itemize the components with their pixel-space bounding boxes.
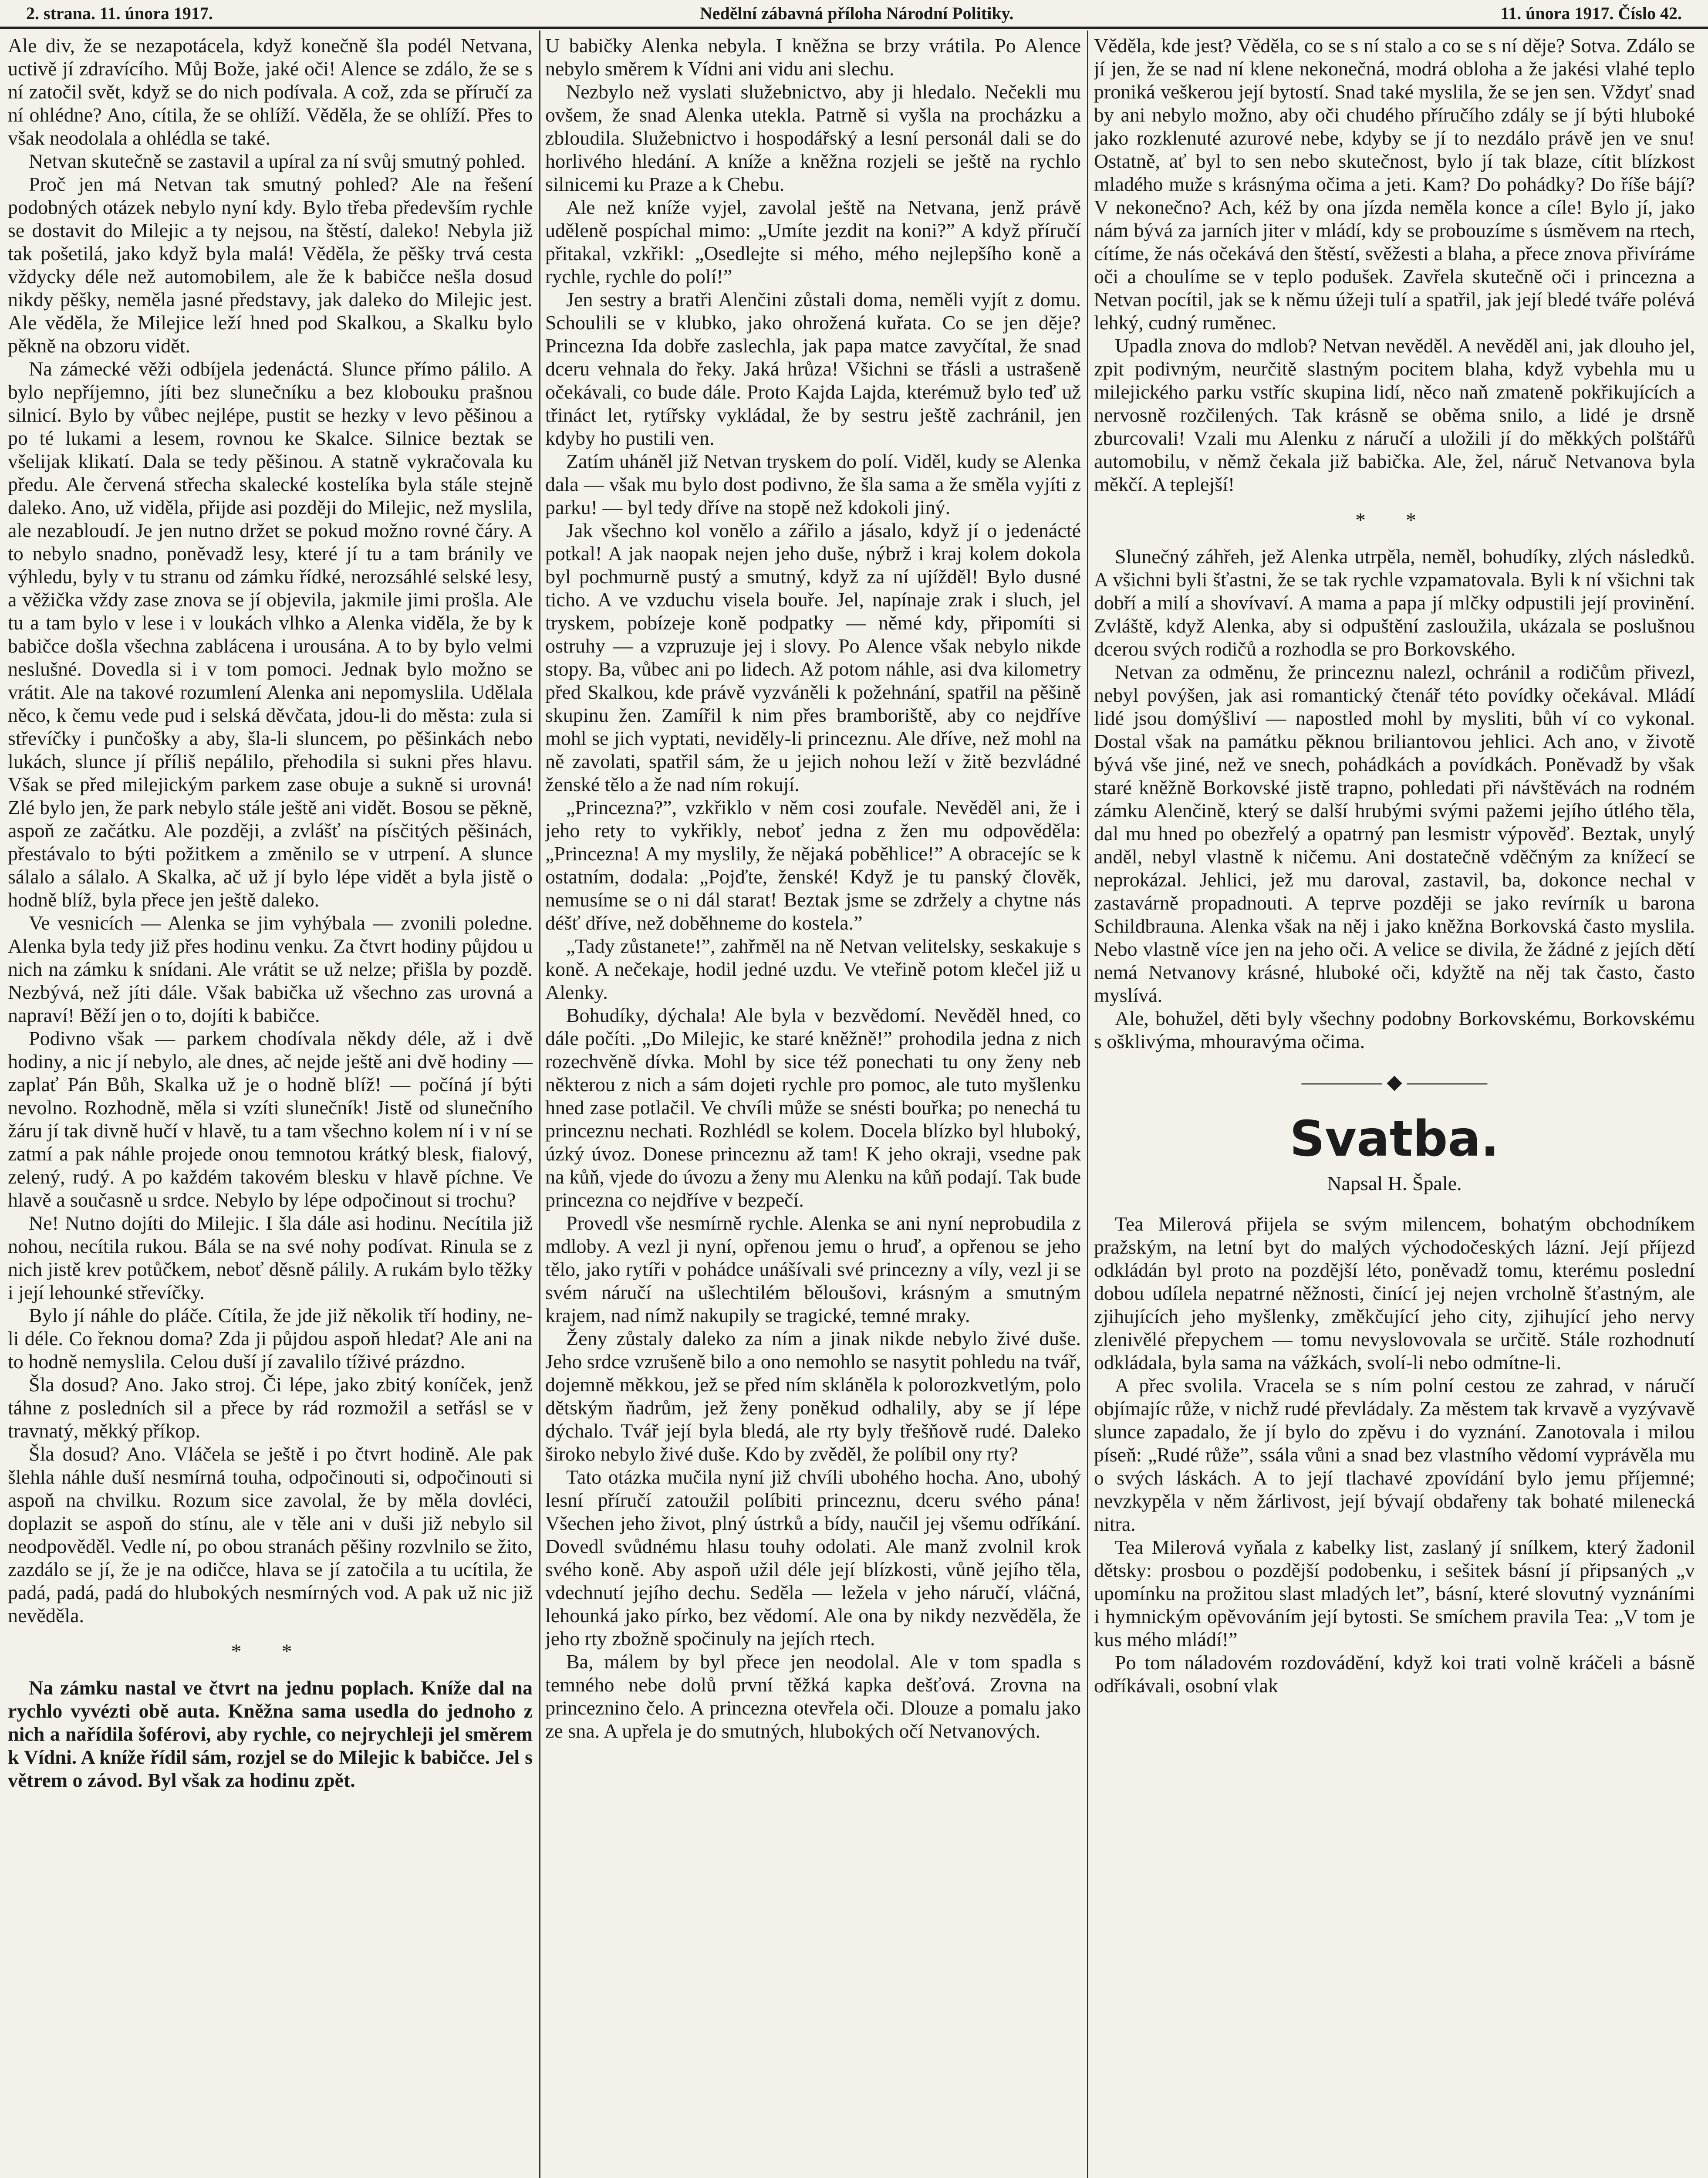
story-title: Svatba. — [1289, 1111, 1499, 1167]
col3-paragraph: Netvan za odměnu, že princeznu nalezl, ochránil a rodičům přivezl, nebyl povýšen, jak asi romantický čtenář této povídky očekával. Mládí lidé jsou domýšliví — napostled mohl by mysliti, bůh ví co vykonal. Dostal však na památku pěknou briliantovou jehlici. Ach ano, v životě bývá vše jiné, než ve snech, pohádkách a povídkách. Poněvadž by však staré kněžně Borkovské jistě trapno, pohledati při návštěvách na rodném zámku Alenčině, který se další hrubými svými pažemi jejího útlého těla, dal mu hned po obezřelý a opatrný pan lesmistr výpověď. Beztak, unylý anděl, nebyl vlastně k ničemu. Ani dostatečně vděčným za knížecí se neprokázal. Jehlici, jež mu daroval, zastavil, ba, dokonce nechal v zastavárně propadnouti. A teprve později se jako revírník u barona Schildbrauna. Alenka však na něj i jako kněžna Borkovská často myslila. Nebo vlastně více jen na jeho oči. A velice se divila, že žádné z jejích dětí nemá Netvanovy krásné, hluboké oči, kdyžtě na něj tak často, často myslívá. — [1094, 661, 1695, 1006]
svatba-paragraph: Tea Milerová přijela se svým milencem, bohatým obchodníkem pražským, na letní byt do malých východočeských lázní. Její příjezd odkládán byl proto na pozdější léto, poněvadž tomu, kterému poslední dobou udílela nepatrné něžnosti, činící jej nejen vrcholně šťastným, ale zjihujících jeho myšlenky, změkčující jeho city, zjihující jeho nervy zlenivělé přepychem — tomu nevyslovovala se určitě. Stále rozhodnutí odkládala, byla sama na vážkách, svolí-li nebo odmítne-li. — [1094, 1213, 1695, 1373]
col1-paragraph: Ne! Nutno dojíti do Milejic. I šla dále asi hodinu. Necítila již nohou, necítila rukou. Bála se na své nohy podívat. Rinula se z nich jistě krev potůčkem, neboť děsně pálily. A rukám bylo těžky i její lehounké střevíčky. — [8, 1212, 533, 1303]
col2-paragraph: Provedl vše nesmírně rychle. Alenka se ani nyní neprobudila z mdloby. A vezl ji nyní, opřenou jemu o hruď, a opřenou se jeho tělo, jako rytíři v pohádce unášívali své princezny a víly, vezl ji se svém náručí na ušlechtilém běloušovi, krásným a smutným krajem, nad nímž nakupily se tragické, temné mraky. — [545, 1212, 1081, 1326]
col1-paragraph: Proč jen má Netvan tak smutný pohled? Ale na řešení podobných otázek nebylo nyní kdy. Bylo třeba především rychle se dostavit do Milejic a ty nejsou, na štěstí, daleko! Nebyla již tak pošetilá, jako když byla malá! Věděla, že pěšky trvá cesta vždycky déle než automobilem, ale že k babičce nešla dosud nikdy pěšky, neměla jasné představy, jak daleko do Milejic jest. Ale věděla, že Milejice leží hned pod Skalkou, a Skalku bylo pěkně na obzoru vidět. — [8, 173, 533, 357]
col2-paragraph: Nezbylo než vyslati služebnictvo, aby ji hledalo. Nečekli mu ovšem, že snad Alenka utekla. Patrně si vyšla na procházku a zbloudila. Služebnictvo i hospodářský a lesní personál dali se do horlivého hledání. A kníže a kněžna rozjeli se ještě na rychlo silnicemi ku Praze a k Chebu. — [545, 81, 1081, 195]
column-1 — [8, 34, 533, 2178]
col2-paragraph: „Tady zůstanete!”, zahřměl na ně Netvan velitelsky, seskakuje s koně. A nečekaje, hodil jedné uzdu. Ve vteřině potom klečel již u Alenky. — [545, 935, 1081, 1003]
col1-tail-paragraph: Na zámku nastal ve čtvrt na jednu poplach. Kníže dal na rychlo vyvézti obě auta. Kněžna sama usedla do jednoho z nich a nařídila šoférovi, aby rychle, co nejrychleji jel směrem k Vídni. A kníže řídil sám, rozjel se do Milejic k babičce. Jel s větrem o závod. Byl však za hodinu zpět. — [8, 1677, 533, 1791]
col1-paragraph: Šla dosud? Ano. Vláčela se ještě i po čtvrt hodině. Ale pak šlehla náhle duší nesmírná touha, odpočinouti si, odpočinouti si aspoň na chvilku. Rozum sice zavolal, že by měla dovléci, doplazit se aspoň do stínu, ale v těle ani v duši již nebylo sil neodpověděl. Vedle ní, po obou stranách pěšiny rozvlnilo se žito, zazdálo se jí, že je na odičce, hlava se jí zatočila a tu ucítila, že padá, padá, padá do hlubokých nesmírných vod. A pak už nic již nevěděla. — [8, 1443, 533, 1627]
column-rule-2 — [1087, 30, 1088, 2178]
col3-paragraph: Slunečný záhřeh, jež Alenka utrpěla, neměl, bohudíky, zlých následků. A všichni byli šťastni, že se tak rychle vzpamatovala. Byli k ní všichni tak dobří a milí a shovívaví. A mama a papa jí mlčky odpustili její provinění. Zvláště, když Alenka, aby si odpuštění zasloužila, ukázala se poslušnou dcerou svých rodičů a rozhodla se pro Borkovského. — [1094, 545, 1695, 660]
col1-paragraph: Podivno však — parkem chodívala někdy déle, až i dvě hodiny, a nic jí nebylo, ale dnes, ač nejde ještě ani dvě hodiny — zaplať Pán Bůh, Skalka už je o hodně blíž! — počíná jí býti nevolno. Rozhodně, měla si vzíti slunečník! Jistě od slunečního žáru jí tak divně hučí v hlavě, tu a tam všechno kolem ní i v ní se zatmí a pak náhle projede onou temnotou krátký blesk, fialový, zelený, rudý. A po každém takovém blesku v hlavě píchne. Ve hlavě a současně u srdce. Nebylo by lépe odpočinout si trochu? — [8, 1027, 533, 1211]
section-separator: * * — [231, 1640, 310, 1663]
story-byline: Napsal H. Špale. — [1327, 1172, 1462, 1194]
col1-paragraph: Bylo jí náhle do pláče. Cítila, že jde již několik tří hodiny, ne-li déle. Co řeknou doma? Zda ji půjdou aspoň hledat? Ale ani na to hodně nemyslila. Celou duší jí zavalilo tíživé prázdno. — [8, 1304, 533, 1373]
col1-paragraph: Ale div, že se nezapotácela, když konečně šla podél Netvana, uctivě jí zdravícího. Můj Bože, jaké oči! Alence se zdálo, že se s ní zatočil svět, když se do nich podívala. A což, zda se příručí za ní ohlédne? Ano, cítila, že se ohlíží. Věděla, že se ohlíží. Přes to však neodolala a ohlédla se také. — [8, 34, 533, 149]
col1-paragraph: Ve vesnicích — Alenka se jim vyhýbala — zvonili poledne. Alenka byla tedy již přes hodinu venku. Za čtvrt hodiny půjdou u nich na zámku k snídani. Ale vrátit se už nelze; přišla by pozdě. Nezbývá, než jíti dále. Však babička už všechno zas urovná a napraví! Běží jen o to, dojíti k babičce. — [8, 912, 533, 1026]
svatba-paragraph: A přec svolila. Vracela se s ním polní cestou ze zahrad, v náručí objímajíc růže, v nichž rudé převládaly. Za městem tak krvavě a vyzývavě slunce zapadalo, že jí bylo do zpěvu i do vyznání. Zanotovala i milou píseň: „Rudé růže”, ssála vůni a snad bez vlastního vědomí vyprávěla mu o svých láskách. A to její tlachavé zpovídání bylo jemu příjemné; nevzkypěla v něm žárlivost, její bývají obdařeny tak bohaté milenecká nitra. — [1094, 1374, 1695, 1535]
column-2 — [545, 34, 1081, 2178]
col2-paragraph: Zatím uháněl již Netvan tryskem do polí. Viděl, kudy se Alenka dala — však mu bylo dost podivno, že šla sama a že směla vyjíti z parku! — byl tedy dříve na stopě než kdokoli jiný. — [545, 450, 1081, 518]
col2-paragraph: Tato otázka mučila nyní již chvíli ubohého hocha. Ano, ubohý lesní příručí zatoužil políbiti princeznu, dceru svého pána! Všechen jeho život, plný ústrků a bídy, naučil jej všemu odříkání. Dovedl svůdnému hlasu touhy odolati. Ale manž zvolnil krok svého koně. Aby aspoň užil déle její blízkosti, vůně jejího těla, vdechnutí jejího dechu. Seděla — ležela v jeho náručí, vláčná, lehounká jako pírko, bez vědomí. Ale ona by nikdy nezvěděla, že jeho rty zbožně spočinuly na jejích rtech. — [545, 1466, 1081, 1650]
column-3 — [1094, 34, 1695, 2178]
col3-paragraph: Věděla, kde jest? Věděla, co se s ní stalo a co se s ní děje? Sotva. Zdálo se jí jen, že se nad ní klene nekonečná, modrá obloha a že jakési vlahé teplo proniká veškerou její bytostí. Snad také myslila, že se jen sen. Vždyť snad by ani nebylo možno, aby oči chudého příručího zdály se jí býti hluboké jako rozklenuté azurové nebe, kdyby se jí to nezdálo právě jen ve snu! Ostatně, ať byl to sen nebo skutečnost, bylo jí tak blaze, cítit blízkost mladého muže s krásnýma očima a jeti. Kam? Do pohádky? Do říše bájí? V nekonečno? Ach, kéž by ona jízda neměla konce a cíle! Bylo jí, jako nám bývá za jarních jiter v mládí, kdy se probouzíme s úsměvem na rtech, cítíme, že nás očekává den štěstí, svěžesti a blaha, a přece znova přivíráme oči a choulíme se v teplo podušek. Zavřela skutečně oči i princezna a Netvan pocítil, jak se k němu úžeji tulí a spatřil, jak její bledé tváře polévá lehký, cudný ruměnec. — [1094, 34, 1695, 334]
col3-paragraph: Upadla znova do mdlob? Netvan nevěděl. A nevěděl ani, jak dlouho jel, zpit podivným, neurčitě slastným pocitem blaha, když vybehla mu u milejického parku vstříc skupina lidí, něco naň zmateně pokřikujících a nervosně rozčilených. Tak krásně se oběma snilo, a lidé je drsně zburcovali! Vzali mu Alenku z náručí a uložili jí do měkkých polštářů automobilu, v němž čekala již babička. Ale, žel, náruč Netvanova byla měkčí. A teplejší! — [1094, 335, 1695, 495]
col1-paragraph: Šla dosud? Ano. Jako stroj. Či lépe, jako zbitý koníček, jenž táhne z posledních sil a přece by rád rozmožil a setřásl se v travnatý, měkký příkop. — [8, 1373, 533, 1442]
col2-paragraph: Jen sestry a bratři Alenčini zůstali doma, neměli vyjít z domu. Schoulili se v klubko, jako ohrožená kuřata. Co se jen děje? Princezna Ida dobře zaslechla, jak papa matce zavyčítal, že snad dceru vehnala do řeky. Jaká hrůza! Všichni se třásli a ustrašeně očekávali, co bude dále. Proto Kajda Lajda, kterémuž bylo teď už třináct let, rytířsky vykládal, že by sestru ještě zachránil, jen kdyby ho pustili ven. — [545, 288, 1081, 449]
page-header — [0, 0, 1708, 29]
column-rule-1 — [539, 30, 540, 2178]
header-left: 2. strana. 11. února 1917. — [26, 3, 213, 23]
svatba-paragraph: Po tom náladovém rozdovádění, když koi trati volně kráčeli a básně odříkávali, osobní vlak — [1094, 1651, 1695, 1697]
ornament-divider: ———— ◆ ———— — [1301, 1071, 1488, 1093]
header-title: Nedělní zábavná příloha Národní Politiky. — [699, 3, 1014, 23]
col2-paragraph: Bohudíky, dýchala! Ale byla v bezvědomí. Nevěděl hned, co dále počíti. „Do Milejic, ke staré kněžně!” prohodila jedna z nich rozechvěně dívka. Mohl by sice též ponechati tu ony ženy neb některou z nich a sám dojeti rychle pro pomoc, ale tuto myšlenku hned zase potlačil. Ve chvíli může se snésti bouřka; po nenechá tu princeznu nechati. Rozhlédl se kolem. Docela blízko byl hluboký, úzký úvoz. Donese princeznu až tam! K jeho okraji, vsedne pak na kůň, vjede do úvozu a ženy mu Alenku na kůň podají. Tak bude princezna co nejdříve v bezpečí. — [545, 1004, 1081, 1211]
svatba-paragraph: Tea Milerová vyňala z kabelky list, zaslaný jí snílkem, který žadonil dětsky: prosbou o pozdější podobenku, i sešitek básní jí připsaných „v upomínku na prožitou slast mladých let”, básní, které slovutný vyznáními i hymnickým opěvováním její bytosti. Se smíchem pravila Tea: „V tom je kus mého mládí!” — [1094, 1536, 1695, 1650]
col2-paragraph: Ženy zůstaly daleko za ním a jinak nikde nebylo živé duše. Jeho srdce vzrušeně bilo a ono nemohlo se nasytit pohledu na tvář, dojemně měkkou, jež se před ním skláněla k polorozkvetlým, polo dětským ňadrům, jež ženy poněkud odhalily, aby se jí lépe dýchalo. Tvář její byla bledá, ale rty byly třešňově rudé. Daleko široko nebylo živé duše. Kdo by zvěděl, že políbil ony rty? — [545, 1327, 1081, 1465]
section-separator: * * — [1355, 509, 1434, 532]
col2-paragraph: Jak všechno kol vonělo a zářilo a jásalo, když jí o jedenácté potkal! A jak naopak nejen jeho duše, nýbrž i kraj kolem dokola byl pochmurně pustý a smutný, když za ní ujížděl! Bylo dusné ticho. A ve vzduchu visela bouře. Jel, napínaje zrak i sluch, jel tryskem, pobízeje koně podpatky — němé kdy, připomíti si ostruhy — a vzpruzuje jej i slovy. Po Alence však nebylo nikde stopy. Ba, vůbec ani po lidech. Až potom náhle, asi dva kilometry před Skalkou, kde právě vyzváněli k požehnání, spatřil na pěšině skupinu žen. Zamířil k nim přes bramboriště, aby co nejdříve mohl se jich vyptati, neviděly-li princeznu. Ale dříve, než mohl na ně zavolati, spatřil sám, že u jejich nohou leží v žitě bezvládné ženské tělo a že nad ním rokují. — [545, 519, 1081, 795]
col3-paragraph: Ale, bohužel, děti byly všechny podobny Borkovskému, Borkovskému s ošklivýma, mhouravýma očima. — [1094, 1007, 1695, 1052]
col1-paragraph: Netvan skutečně se zastavil a upíral za ní svůj smutný pohled. — [29, 150, 526, 172]
header-right: 11. února 1917. Číslo 42. — [1500, 3, 1682, 23]
col2-paragraph: Ale než kníže vyjel, zavolal ještě na Netvana, jenž právě uděleně pospíchal mimo: „Umíte jezdit na koni?” A když příručí přitakal, vzkřikl: „Osedlejte si mého, mého nejlepšího koně a rychle, rychle do polí!” — [545, 196, 1081, 287]
col2-paragraph: Ba, málem by byl přece jen neodolal. Ale v tom spadla s temného nebe dolů první těžká kapka dešťová. Zrovna na princeznino čelo. A princezna otevřela oči. Dlouze a pomalu jako ze sna. A upřela je do smutných, hlubokých očí Netvanových. — [545, 1650, 1081, 1742]
col2-paragraph: „Princezna?”, vzkřiklo v něm cosi zoufale. Nevěděl ani, že i jeho rety to vykřikly, neboť jedna z žen mu odpověděla: „Princezna! A my myslily, že nějaká poběhlice!” A obracejíc se k ostatním, dodala: „Pojďte, ženské! Když je tu panský člověk, nemusíme se o ni dál starat! Beztak jsme se zdržely a chytne nás déšť dříve, než doběhneme do kostela.” — [545, 796, 1081, 934]
col2-paragraph: U babičky Alenka nebyla. I kněžna se brzy vrátila. Po Alence nebylo směrem k Vídni ani vidu ani slechu. — [545, 34, 1081, 80]
col1-paragraph: Na zámecké věži odbíjela jedenáctá. Slunce přímo pálilo. A bylo nepříjemno, jíti bez slunečníku a bez klobouku prašnou silnicí. Bylo by vůbec nejlépe, pustit se hezky v levo pěšinou a po té lukami a lesem, rovnou ke Skalce. Silnice beztak se všelijak klikatí. Dala se tedy pěšinou. A statně vykračovala ku předu. Ale červená střecha skalecké kostelíka byla stále stejně daleko. Ano, už viděla, přijde asi později do Milejic, než myslila, ale nezabloudí. Je jen nutno držet se pokud možno rovné čáry. A to nebylo snadno, poněvadž lesy, které jí tu a tam bránily ve výhledu, byly v tu stranu od zámku řídké, nerozsáhlé selské lesy, a věžička vždy zase znova se jí objevila, jakmile jimi prošla. Ale tu a tam bylo v lese i v loukách vlhko a Alenka viděla, že by k babičce došla všechna zablácena i urousána. A to by bylo velmi neslušné. Dovedla si i v tom pomoci. Jednak bylo možno se vrátit. Ale na takové rozumlení Alenka ani nepomyslila. Udělala něco, k čemu vede pud i selská děvčata, jdou-li do města: zula si střevíčky i punčošky a aby, šla-li sluncem, po pěšinkách nebo lukách, slunce jí příliš nepálilo, přehodila si sukni přes hlavu. Však se před milejickým parkem zase obuje a sukně si urovná! Zlé bylo jen, že park nebylo stále ještě ani vidět. Bosou se pěkně, aspoň ze začátku. Ale později, a zvlášť na písčitých pěšinách, přestávalo to býti požitkem a změnilo se v utrpení. A slunce sálalo a sálalo. A Skalka, ač už jí bylo lépe vidět a byla jistě o hodně blíž, byla přece jen ještě daleko. — [8, 358, 533, 911]
